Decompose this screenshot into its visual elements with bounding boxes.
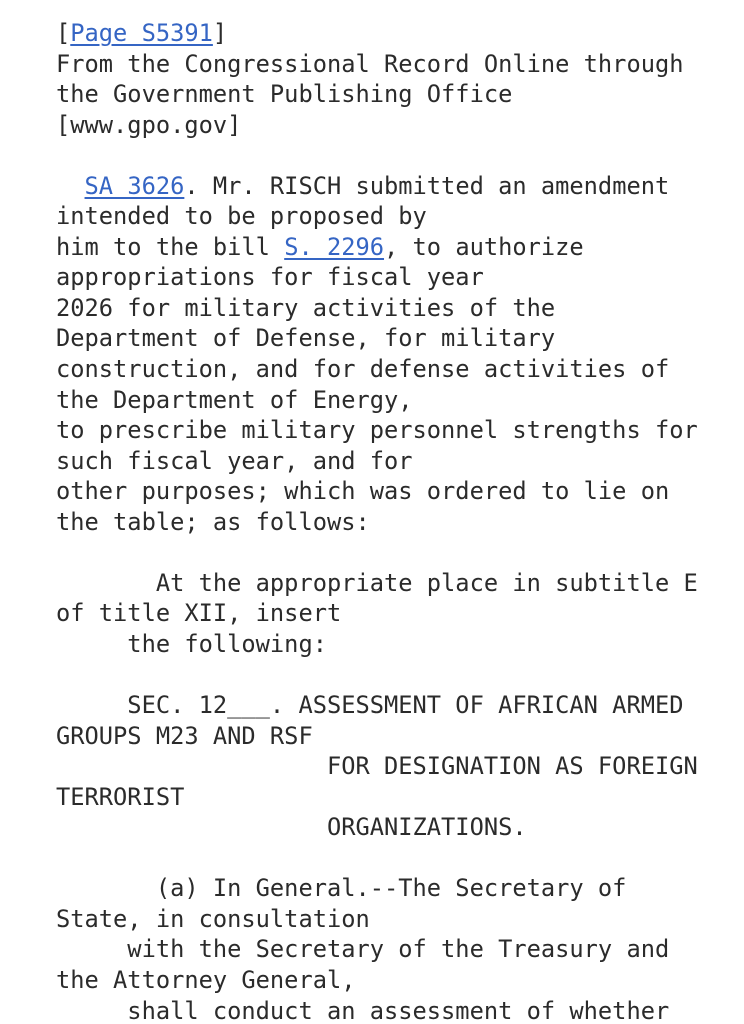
text-segment: with the Secretary of the Treasury and <box>56 935 670 964</box>
text-line <box>56 690 736 721</box>
text-segment: ] <box>212 19 228 47</box>
text-segment: the Attorney General, <box>56 965 356 994</box>
text-line <box>56 323 736 354</box>
text-segment: the Government Publishing Office <box>56 80 513 109</box>
text-line <box>56 598 736 629</box>
text-line <box>56 904 736 935</box>
blank-line <box>56 537 736 568</box>
text-segment: ORGANIZATIONS. <box>56 813 527 842</box>
page-s5391-link[interactable]: Page S5391 <box>70 19 213 47</box>
s-2296-link[interactable]: S. 2296 <box>284 232 385 261</box>
text-segment: of title XII, insert <box>56 599 342 628</box>
text-segment: construction, and for defense activities of <box>56 355 670 384</box>
text-line <box>56 354 736 385</box>
text-segment: the table; as follows: <box>56 507 370 536</box>
text-line <box>56 201 736 232</box>
text-line <box>56 721 736 752</box>
text-segment: shall conduct an assessment of whether <box>56 996 670 1024</box>
text-segment: him to the bill <box>56 232 285 261</box>
text-line <box>56 812 736 843</box>
text-line <box>56 415 736 446</box>
text-segment: FOR DESIGNATION AS FOREIGN <box>56 752 698 781</box>
text-line <box>56 996 736 1024</box>
text-segment: the following: <box>56 629 327 658</box>
text-segment: [www.gpo.gov] <box>56 110 242 139</box>
text-segment: intended to be proposed by <box>56 202 427 231</box>
text-line <box>56 568 736 599</box>
text-segment: At the appropriate place in subtitle E <box>56 568 698 597</box>
text-line <box>56 934 736 965</box>
text-line <box>56 476 736 507</box>
blank-line <box>56 843 736 874</box>
text-segment: other purposes; which was ordered to lie on <box>56 477 670 506</box>
text-line <box>56 385 736 416</box>
text-segment: to prescribe military personnel strengths for <box>56 416 698 445</box>
text-segment: . Mr. RISCH submitted an amendment <box>184 171 670 200</box>
text-line <box>56 629 736 660</box>
text-segment: 2026 for military activities of the <box>56 293 556 322</box>
text-segment: SEC. 12___. ASSESSMENT OF AFRICAN ARMED <box>56 691 684 720</box>
text-line <box>56 507 736 538</box>
text-segment: State, in consultation <box>56 904 370 933</box>
text-line <box>56 49 736 80</box>
text-line <box>56 751 736 782</box>
text-line <box>56 232 736 263</box>
text-line <box>56 873 736 904</box>
text-segment: such fiscal year, and for <box>56 446 413 475</box>
blank-line <box>56 659 736 690</box>
text-segment: GROUPS M23 AND RSF <box>56 721 313 750</box>
blank-line <box>56 140 736 171</box>
text-line <box>56 79 736 110</box>
text-line <box>56 262 736 293</box>
text-line <box>56 782 736 813</box>
text-segment: , to authorize <box>384 232 584 261</box>
text-segment: (a) In General.--The Secretary of <box>56 874 627 903</box>
text-segment: From the Congressional Record Online through <box>56 49 684 78</box>
text-line <box>56 446 736 477</box>
text-segment: appropriations for fiscal year <box>56 263 484 292</box>
text-line <box>56 18 736 49</box>
sa-3626-link[interactable]: SA 3626 <box>84 171 185 200</box>
text-line <box>56 293 736 324</box>
text-line <box>56 965 736 996</box>
text-segment: TERRORIST <box>56 782 185 811</box>
text-segment: the Department of Energy, <box>56 385 413 414</box>
text-line <box>56 171 736 202</box>
text-segment: [ <box>56 19 71 47</box>
text-line <box>56 110 736 141</box>
text-segment: Department of Defense, for military <box>56 324 556 353</box>
text-segment <box>56 172 85 200</box>
